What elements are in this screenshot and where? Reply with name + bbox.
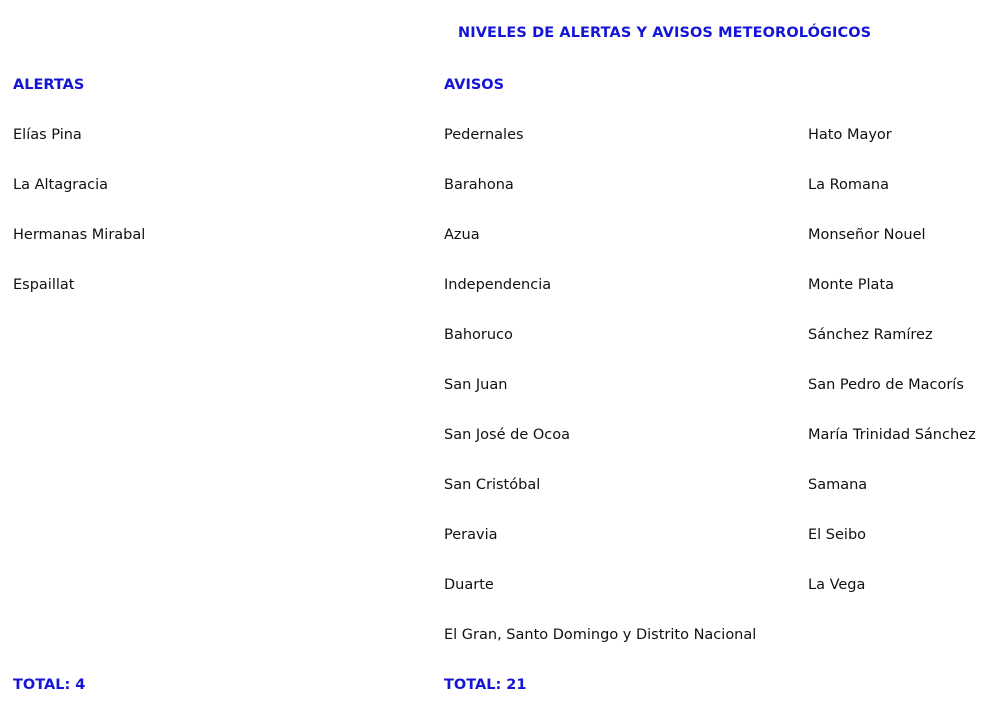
avisos-heading: AVISOS bbox=[444, 77, 505, 93]
list-item: Espaillat bbox=[13, 277, 75, 293]
list-item: Barahona bbox=[444, 177, 514, 193]
list-item: La Romana bbox=[808, 177, 889, 193]
list-item: Monte Plata bbox=[808, 277, 895, 293]
list-item: Sánchez Ramírez bbox=[808, 327, 933, 343]
list-item: Peravia bbox=[444, 527, 498, 543]
list-item: Samana bbox=[808, 477, 868, 493]
list-item: El Seibo bbox=[808, 527, 867, 543]
avisos-list bbox=[444, 75, 756, 675]
list-item: La Vega bbox=[808, 577, 866, 593]
alertas-list bbox=[13, 75, 145, 325]
list-item: Hermanas Mirabal bbox=[13, 227, 146, 243]
list-item: San Cristóbal bbox=[444, 477, 541, 493]
list-item: María Trinidad Sánchez bbox=[808, 427, 976, 443]
avisos-list-column-2 bbox=[808, 125, 976, 625]
list-item: Hato Mayor bbox=[808, 127, 892, 143]
list-item: La Altagracia bbox=[13, 177, 109, 193]
list-item: Azua bbox=[444, 227, 480, 243]
list-item: Independencia bbox=[444, 277, 552, 293]
list-item: San José de Ocoa bbox=[444, 427, 570, 443]
list-item: San Juan bbox=[444, 377, 508, 393]
list-item: Duarte bbox=[444, 577, 494, 593]
avisos-total: TOTAL: 21 bbox=[444, 677, 527, 693]
list-item: Pedernales bbox=[444, 127, 524, 143]
alertas-heading: ALERTAS bbox=[13, 77, 85, 93]
list-item: Bahoruco bbox=[444, 327, 513, 343]
page-title: NIVELES DE ALERTAS Y AVISOS METEOROLÓGICOS bbox=[458, 25, 872, 41]
list-item: El Gran, Santo Domingo y Distrito Nacional bbox=[444, 627, 757, 643]
list-item: Elías Pina bbox=[13, 127, 82, 143]
list-item: San Pedro de Macorís bbox=[808, 377, 964, 393]
alertas-total: TOTAL: 4 bbox=[13, 677, 86, 693]
list-item: Monseñor Nouel bbox=[808, 227, 926, 243]
